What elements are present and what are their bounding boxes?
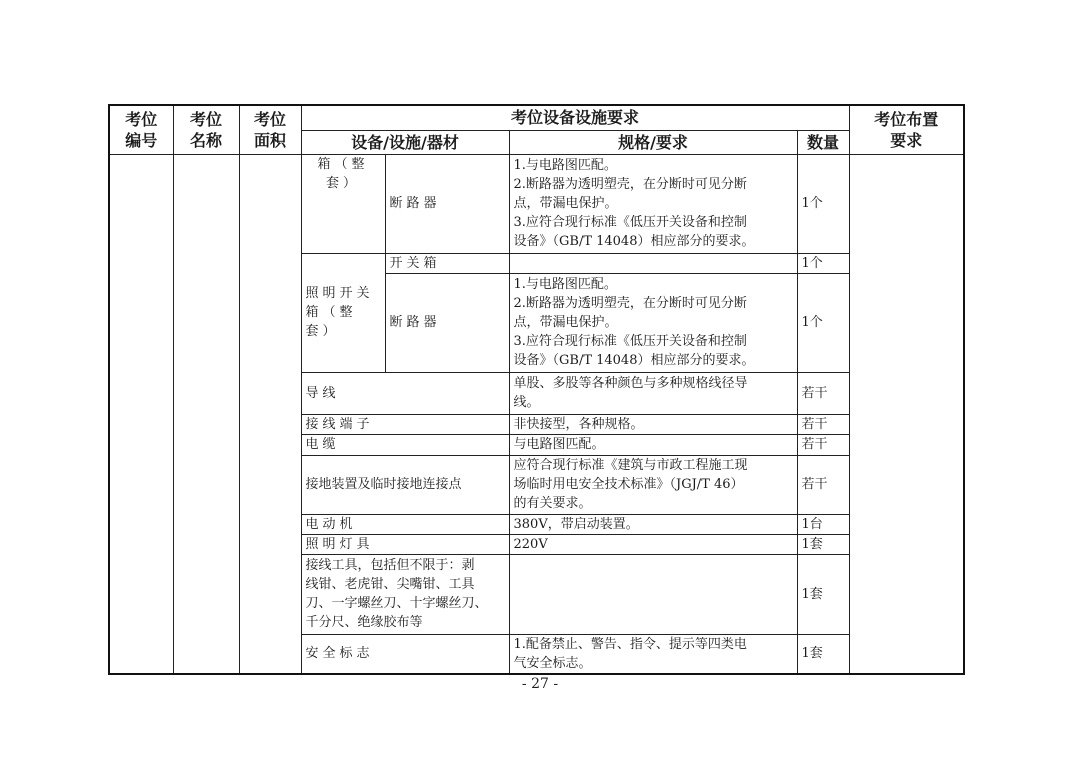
lighting-box-label: 照明开关 箱（整套） [301, 253, 385, 372]
exam-area-cell [239, 154, 301, 674]
header-equipment: 设备/设施/器材 [301, 130, 509, 154]
wire-spec: 单股、多股等各种颜色与多种规格线径导 线。 [509, 372, 797, 414]
breaker-qty: 1个 [797, 154, 849, 253]
wire-qty: 若干 [797, 372, 849, 414]
terminal-label: 接线端子 [301, 414, 509, 434]
header-spec: 规格/要求 [509, 130, 797, 154]
cable-qty: 若干 [797, 434, 849, 455]
tools-label: 接线工具，包括但不限于：剥 线钳、老虎钳、尖嘴钳、工具 刀、一字螺丝刀、十字螺丝刀、 千分尺、绝缘胶布等 [301, 554, 509, 634]
breaker-qty: 1个 [797, 273, 849, 372]
switch-box-qty: 1个 [797, 253, 849, 273]
motor-label: 电动机 [301, 514, 509, 534]
breaker-spec: 1.与电路图匹配。 2.断路器为透明塑壳，在分断时可见分断 点，带漏电保护。 3.应符合现行标准《低压开关设备和控制 设备》（GB/T 14048）相应部分的要求。 [509, 154, 797, 253]
lamp-qty: 1套 [797, 534, 849, 554]
switch-box-label: 开关箱 [385, 253, 509, 273]
motor-spec: 380V，带启动装置。 [509, 514, 797, 534]
exam-id-cell [109, 154, 173, 674]
header-row-1 [109, 105, 964, 130]
header-exam-id: 考位 编号 [109, 105, 173, 154]
signs-spec: 1.配备禁止、警告、指令、提示等四类电 气安全标志。 [509, 634, 797, 674]
lamp-spec: 220V [509, 534, 797, 554]
grounding-spec: 应符合现行标准《建筑与市政工程施工现 场临时用电安全技术标准》（JGJ/T 46） 的有关要求。 [509, 455, 797, 514]
grounding-qty: 若干 [797, 455, 849, 514]
terminal-qty: 若干 [797, 414, 849, 434]
layout-requirement-cell [849, 154, 964, 674]
box-parent-label: 箱（整套） [301, 154, 385, 253]
lamp-label: 照明灯具 [301, 534, 509, 554]
header-layout-requirement: 考位布置 要求 [849, 105, 964, 154]
page-number: - 27 - [521, 676, 559, 692]
header-exam-area: 考位 面积 [239, 105, 301, 154]
breaker-label: 断路器 [385, 154, 509, 253]
exam-name-cell [173, 154, 239, 674]
cable-spec: 与电路图匹配。 [509, 434, 797, 455]
equipment-requirements-table [108, 104, 965, 675]
switch-box-spec [509, 253, 797, 273]
header-exam-name: 考位 名称 [173, 105, 239, 154]
wire-label: 导线 [301, 372, 509, 414]
grounding-label: 接地装置及临时接地连接点 [301, 455, 509, 514]
header-equipment-group: 考位设备设施要求 [301, 105, 849, 130]
header-quantity: 数量 [797, 130, 849, 154]
motor-qty: 1台 [797, 514, 849, 534]
signs-label: 安全标志 [301, 634, 509, 674]
table-row [109, 154, 964, 253]
breaker-spec: 1.与电路图匹配。 2.断路器为透明塑壳，在分断时可见分断 点，带漏电保护。 3.应符合现行标准《低压开关设备和控制 设备》（GB/T 14048）相应部分的要求。 [509, 273, 797, 372]
breaker-label: 断路器 [385, 273, 509, 372]
cable-label: 电缆 [301, 434, 509, 455]
signs-qty: 1套 [797, 634, 849, 674]
tools-spec [509, 554, 797, 634]
tools-qty: 1套 [797, 554, 849, 634]
terminal-spec: 非快接型，各种规格。 [509, 414, 797, 434]
